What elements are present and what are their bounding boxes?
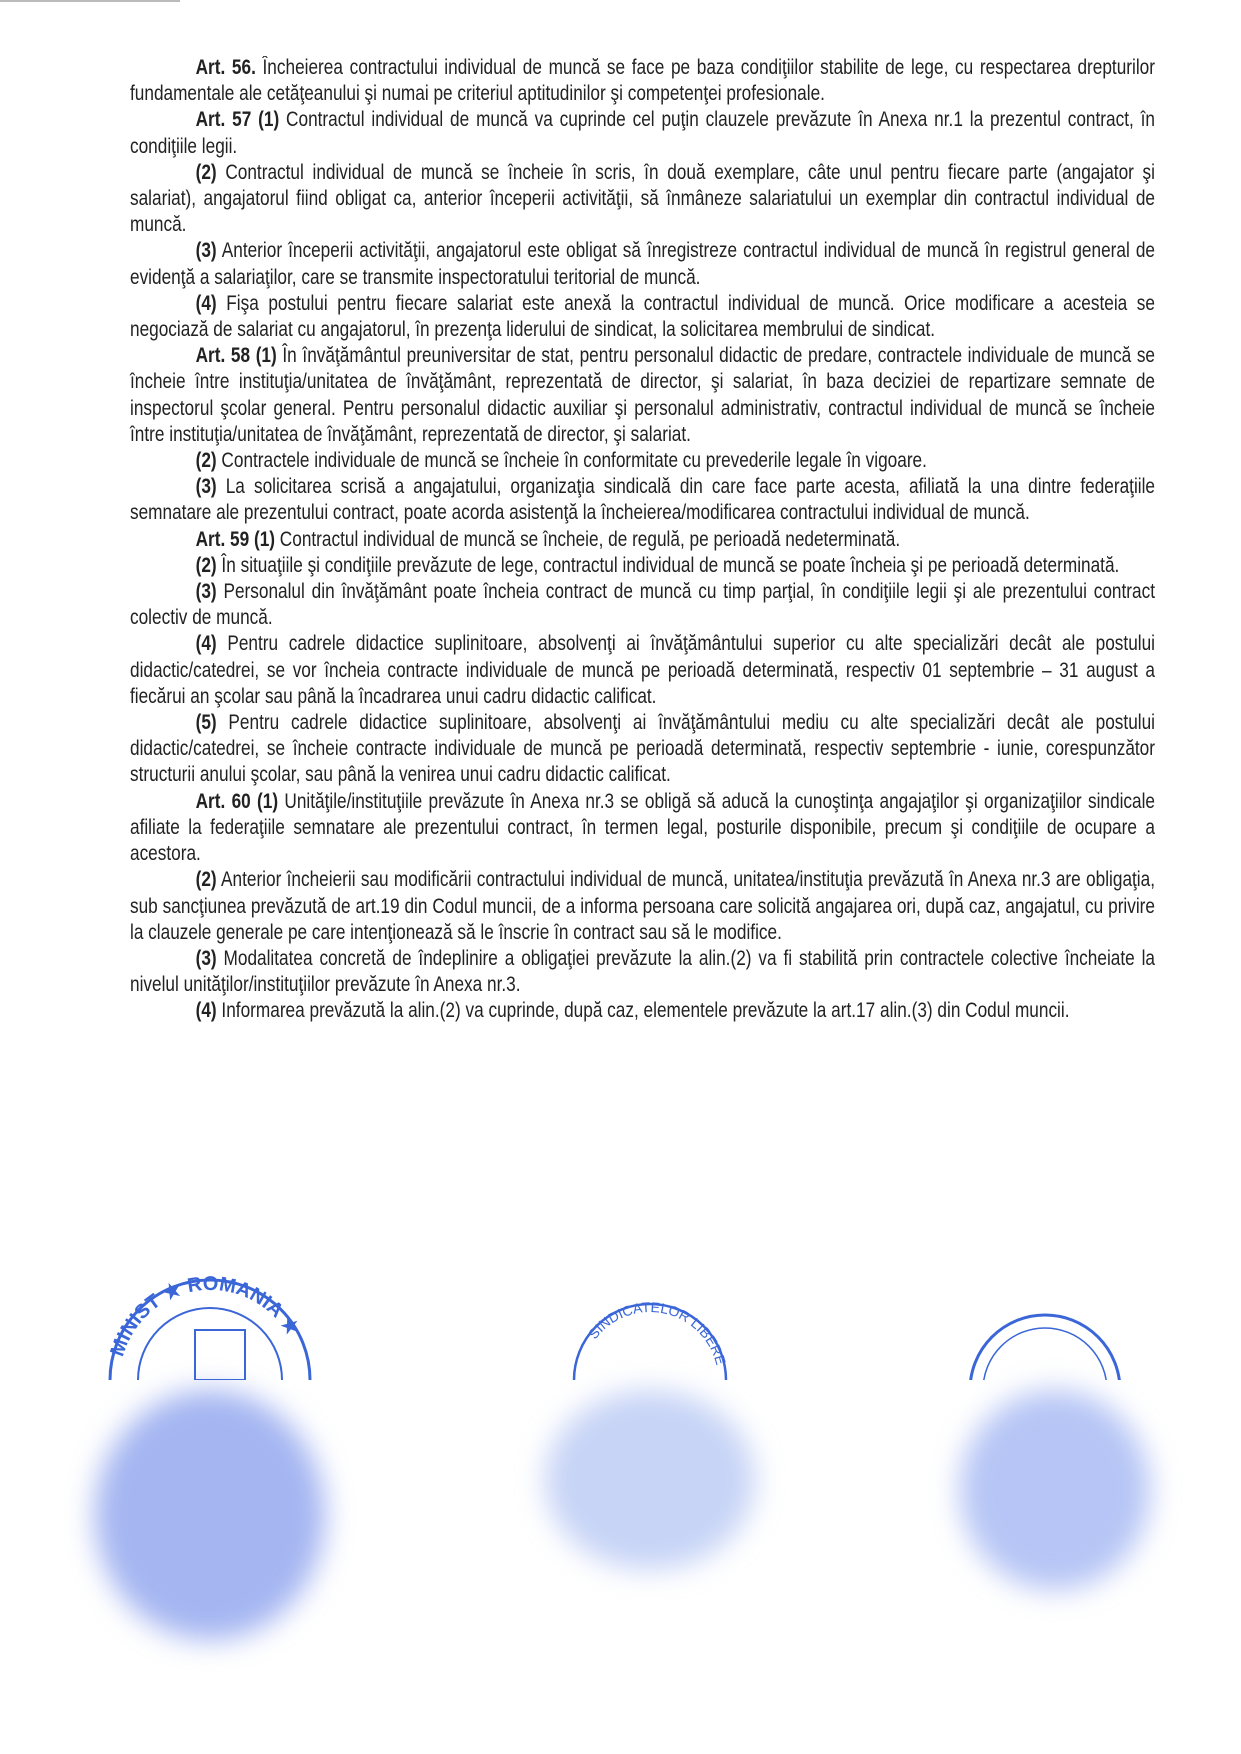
paragraph-art-59-4 [130, 631, 1155, 710]
paragraph-text: La solicitarea scrisă a angajatului, organizaţia sindicală din care face parte acesta, afiliată la una dintre federaţiile semnatare ale prezentului contract, poate acorda asistenţă la încheierea/modificarea contractului individual de muncă. [130, 475, 1155, 525]
paragraph-art-58-1 [130, 343, 1155, 448]
paragraph-label: (2) [195, 868, 217, 892]
paragraph-text: Contractul individual de muncă va cuprinde cel puţin clauzele prevăzute în Anexa nr.1 la prezentul contract, în condiţiile legii. [130, 108, 1156, 158]
paragraph-label: (4) [195, 291, 217, 315]
paragraph-text: Pentru cadrele didactice suplinitoare, absolvenţi ai învăţământului superior cu alte specializări decât ale postului didactic/catedrei, se vor încheia contracte individuale de muncă pe perioadă determinată, respectiv 01 septembrie – 31 august a fiecărui an şcolar sau până la încadrarea unui cadru didactic calificat. [130, 632, 1155, 708]
paragraph-art-59-1 [130, 527, 1155, 553]
paragraph-text: Contractul individual de muncă se încheie, de regulă, pe perioadă nedeterminată. [275, 527, 901, 551]
paragraph-label: Art. 58 (1) [195, 344, 277, 368]
paragraph-label: (3) [195, 475, 217, 499]
paragraph-art-57-4 [130, 291, 1155, 343]
paragraph-label: Art. 59 (1) [195, 527, 276, 551]
paragraph-label: (5) [195, 711, 217, 735]
paragraph-label: (3) [195, 580, 217, 604]
paragraph-text: Modalitatea concretă de îndeplinire a obligaţiei prevăzute la alin.(2) va fi stabilită prin contractele colective încheiate la nivelul unităţilor/instituţiilor prevăzute în Anexa nr.3. [130, 946, 1155, 997]
paragraph-text: În învăţământul preuniversitar de stat, pentru personalul didactic de predare, contractele individuale de muncă se încheie între instituţia/unitatea de învăţământ, reprezentată de director, şi salariat, în baza deciziei de repartizare semnate de inspectorul şcolar general. Pentru personalul didactic auxiliar şi personalul administrativ, contractul individual de muncă se încheie între instituţia/unitatea de învăţământ, reprezentată de director, şi salariat. [130, 344, 1156, 446]
paragraph-art-57-3 [130, 238, 1155, 290]
paragraph-art-59-2 [130, 553, 1155, 579]
paragraph-text: Personalul din învăţământ poate încheia contract de muncă cu timp parţial, în condiţiile legii şi ale prezentului contract colectiv de muncă. [130, 580, 1155, 630]
paragraph-art-59-5 [130, 710, 1155, 789]
paragraph-text: Anterior încheierii sau modificării contractului individual de muncă, unitatea/instituţia prevăzută în Anexa nr.3 are obligaţia, sub sancţiunea prevăzută de art.19 din Codul muncii, de a informa persoana care solicită angajarea ori, după caz, angajatul, cu privire la clauzele generale pe care intenţionează să le înscrie în contract sau să le modifice. [130, 868, 1155, 944]
paragraph-text: Anterior începerii activităţii, angajatorul este obligat să înregistreze contractul individual de muncă în registrul general de evidenţă a salariaţilor, care se transmite inspectoratului teritorial de muncă. [130, 239, 1155, 289]
stamp-union-blur [545, 1390, 755, 1570]
stamp-union-lettering: SINDICATELOR LIBERE [584, 1298, 730, 1367]
paragraph-art-56 [130, 55, 1155, 107]
paragraph-label: Art. 60 (1) [195, 789, 279, 813]
paragraph-text: Contractele individuale de muncă se încheie în conformitate cu prevederile legale în vigoare. [216, 449, 927, 473]
paragraph-label: (2) [195, 553, 217, 577]
paragraph-label: Art. 56. [195, 56, 256, 79]
stamp-union [570, 1280, 730, 1380]
paragraph-label: Art. 57 (1) [195, 108, 280, 132]
paragraph-text: Informarea prevăzută la alin.(2) va cuprinde, după caz, elementele prevăzute la art.17 alin.(3) din Codul muncii. [216, 999, 1070, 1023]
paragraph-label: (4) [195, 632, 217, 656]
paragraph-art-60-3 [130, 946, 1155, 998]
stamp-federation [960, 1300, 1130, 1380]
document-body [130, 55, 1155, 1025]
paragraph-art-60-1 [130, 789, 1155, 868]
stamp-ministry-blur [95, 1390, 325, 1640]
paragraph-text: Fişa postului pentru fiecare salariat este anexă la contractul individual de muncă. Orice modificare a acesteia se negociază de salariat cu angajatorul, în prezenţa liderului de sindicat, la solicitarea membrului de sindicat. [130, 291, 1155, 342]
paragraph-text: Încheierea contractului individual de muncă se face pe baza condiţiilor stabilite de lege, cu respectarea drepturilor fundamentale ale cetăţeanului şi numai pe criteriul aptitudinilor şi competenţei profesionale. [130, 56, 1155, 106]
paragraph-text: În situaţiile şi condiţiile prevăzute de lege, contractul individual de muncă se poate încheia şi pe perioadă determinată. [216, 553, 1120, 577]
paragraph-art-59-3 [130, 579, 1155, 631]
paragraph-text: Unităţile/instituţiile prevăzute în Anexa nr.3 se obligă să aducă la cunoştinţa angajaţilor şi organizaţiilor sindicale afiliate la federaţiile semnatare ale prezentului contract, în termen legal, posturile disponibile, precum şi condiţiile de ocupare a acestora. [130, 789, 1155, 866]
stamp-ministry [100, 1270, 320, 1380]
paragraph-art-57-1 [130, 107, 1155, 159]
paragraph-text: Pentru cadrele didactice suplinitoare, absolvenţi ai învăţământului mediu cu alte specializări decât ale postului didactic/catedrei, se încheie contracte individuale de muncă pe perioadă determinată, respectiv septembrie - iunie, corespunzător structurii anului şcolar, sau până la venirea unui cadru didactic calificat. [130, 711, 1155, 787]
paragraph-label: (4) [195, 999, 217, 1023]
paragraph-art-57-2 [130, 160, 1155, 239]
paragraph-art-60-2 [130, 867, 1155, 946]
scan-edge-line [0, 0, 180, 2]
paragraph-art-58-3 [130, 474, 1155, 526]
stamp-federation-blur [960, 1390, 1150, 1590]
paragraph-label: (3) [195, 946, 217, 970]
paragraph-label: (2) [195, 160, 217, 184]
paragraph-label: (2) [195, 449, 217, 473]
paragraph-art-60-4 [130, 998, 1155, 1024]
svg-text:SINDICATELOR LIBERE [585, 1299, 729, 1367]
paragraph-art-58-2 [130, 448, 1155, 474]
stamp-ministry-lettering: MINIST ★ ROMANIA ★ [106, 1272, 304, 1360]
paragraph-label: (3) [195, 239, 217, 263]
paragraph-text: Contractul individual de muncă se încheie în scris, în două exemplare, câte unul pentru fiecare parte (angajator şi salariat), angajatorul fiind obligat ca, anterior începerii activităţii, să înmâneze salariatului un exemplar din contractul individual de muncă. [130, 160, 1155, 237]
